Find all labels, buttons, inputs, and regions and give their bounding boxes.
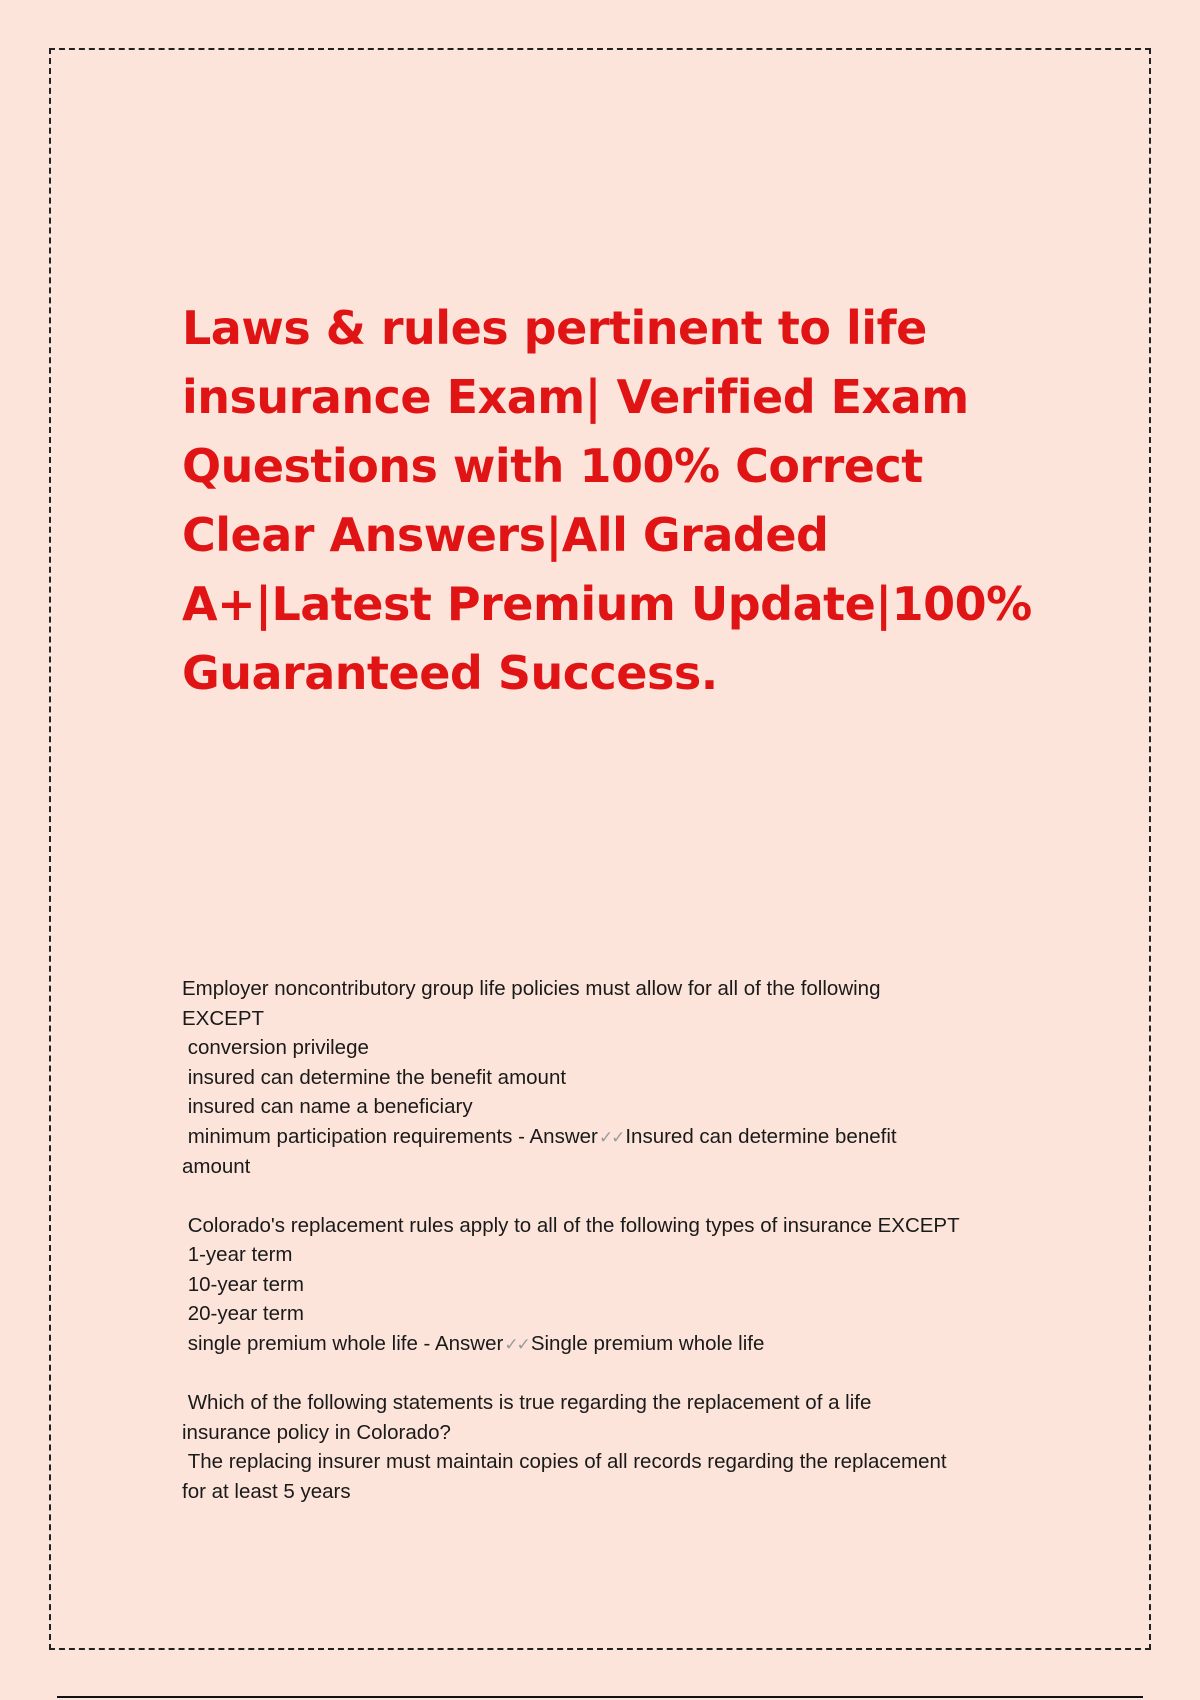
answer-option-text: minimum participation requirements - Answer [182,1124,598,1148]
question-text-cont: EXCEPT [182,1006,265,1030]
document-title: Laws & rules pertinent to life insurance Exam| Verified Exam Questions with 100% Correct Clear Answers|All Graded A+|Latest Premium Update|100% Guaranteed Success. [182,301,1032,700]
double-check-icon: ✓✓ [504,1334,529,1354]
correct-answer: Insured can determine benefit [625,1124,897,1148]
question-text: Which of the following statements is true regarding the replacement of a life [182,1391,872,1414]
question-text: Employer noncontributory group life policies must allow for all of the following [182,977,881,1000]
answer-option: The replacing insurer must maintain copies of all records regarding the replacement [182,1450,947,1473]
question-block-2 [182,1211,1042,1360]
answer-option-with-answer [182,1329,1042,1360]
answer-option: 10-year term [182,1272,304,1296]
footer-divider [57,1696,1143,1698]
double-check-icon: ✓✓ [598,1127,624,1147]
correct-answer-cont: amount [182,1155,251,1178]
correct-answer: Single premium whole life [530,1331,765,1355]
answer-option: insured can determine the benefit amount [182,1065,567,1089]
answer-option-cont: for at least 5 years [182,1479,351,1503]
answer-option-text: single premium whole life - Answer [182,1331,504,1355]
answer-option: insured can name a beneficiary [182,1095,473,1118]
answer-option: conversion privilege [182,1036,369,1059]
answer-option-with-answer [182,1122,1042,1153]
answer-option: 1-year term [182,1243,293,1266]
question-block-1 [182,974,1042,1182]
question-text-cont: insurance policy in Colorado? [182,1420,451,1444]
questions-section [182,974,1042,1535]
question-block-3 [182,1388,1042,1506]
answer-option: 20-year term [182,1302,304,1325]
question-text: Colorado's replacement rules apply to all of the following types of insurance EXCEPT [182,1213,960,1237]
